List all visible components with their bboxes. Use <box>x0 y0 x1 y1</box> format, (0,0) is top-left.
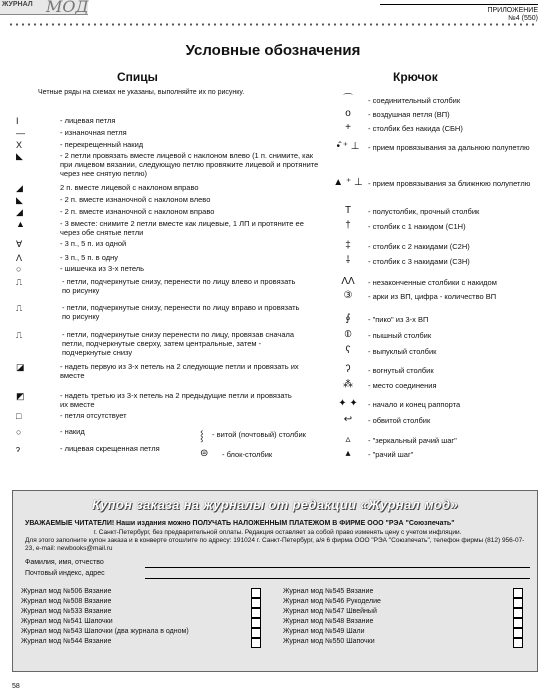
crochet-legend-item: - пышный столбик <box>368 331 432 340</box>
crochet-symbol-icon: T <box>344 205 352 216</box>
order-checkbox[interactable] <box>251 638 261 648</box>
order-item-label: Журнал мод №506 Вязание <box>21 588 112 595</box>
knitting-legend-item: 2 п. вместе лицевой с наклоном вправо <box>60 183 199 192</box>
crochet-symbol-icon: o <box>345 108 351 119</box>
knitting-legend-item: - перекрещенный накид <box>60 140 144 149</box>
crochet-symbol-icon: ✦ ✦ <box>338 398 358 409</box>
crochet-symbol-icon: ‡ <box>345 240 351 251</box>
coupon-city-note: г. Санкт-Петербург, без предварительной оплаты. Редакция оставляет за собой право изменять цену с учетом инфляции. <box>93 529 462 536</box>
knitting-legend-item: - петли, подчеркнутые снизу, перенести по лицу вправо и провязать по рисунку <box>62 303 300 321</box>
crochet-legend-item: - столбик без накида (СБН) <box>368 124 463 133</box>
knitting-symbol-icon: ⎍ <box>16 277 23 287</box>
order-checkbox[interactable] <box>513 608 523 618</box>
order-item-label: Журнал мод №543 Шапочки (два журнала в одном) <box>21 628 189 635</box>
crochet-symbol-icon: † <box>345 220 351 231</box>
knitting-legend-item: - петля отсутствует <box>60 411 127 420</box>
crochet-legend-item: - вогнутый столбик <box>368 366 434 375</box>
crochet-legend-item: - "зеркальный рачий шаг" <box>368 436 457 445</box>
knitting-symbol-icon: ◪ <box>16 362 25 372</box>
knitting-symbol-icon: ◢ <box>16 207 23 217</box>
logo-small-text: ЖУРНАЛ <box>2 1 33 8</box>
page-title: Условные обозначения <box>185 42 361 59</box>
order-checkbox[interactable] <box>251 618 261 628</box>
order-checkbox[interactable] <box>513 638 523 648</box>
knitting-legend-item: - надеть первую из 3-х петель на 2 следующие петли и провязать их вместе <box>60 362 299 380</box>
order-item-label: Журнал мод №541 Шапочки <box>21 618 113 625</box>
magazine-logo <box>0 0 90 14</box>
coupon-address: Для этого заполните купон заказа и в конверте отошлите по адресу: 191024 г. Санкт-Петербург, а/я 6 фирма ООО "РЭА "Союзпечать", телефон фирмы (812) 956-07-23, e-mail: newbooks@mail.ru <box>25 537 525 552</box>
twisted-stitch-label: - витой (почтовый) столбик <box>212 430 306 439</box>
order-item-label: Журнал мод №548 Вязание <box>283 618 374 625</box>
order-item-label: Журнал мод №546 Рукоделие <box>283 598 381 605</box>
name-field[interactable] <box>25 559 530 569</box>
order-checkbox[interactable] <box>251 598 261 608</box>
block-stitch-label: - блок-столбик <box>222 450 273 459</box>
order-item-label: Журнал мод №545 Вязание <box>283 588 374 595</box>
knitting-symbol-icon: ◢ <box>16 183 23 193</box>
coupon-intro <box>25 520 530 528</box>
knitting-symbol-icon: Λ <box>16 253 23 263</box>
order-checkbox[interactable] <box>251 608 261 618</box>
order-item-label: Журнал мод №547 Швейный <box>283 608 377 615</box>
order-checkbox[interactable] <box>251 588 261 598</box>
crochet-heading: Крючок <box>393 70 438 84</box>
knitting-symbol-icon: ○ <box>16 264 22 274</box>
knitting-legend-item: - 3 п., 5 п. в одну <box>60 253 118 262</box>
crochet-symbol-icon: ⸸ <box>345 255 351 266</box>
crochet-symbol-icon: ∮ <box>345 313 351 324</box>
coupon-greeting: УВАЖАЕМЫЕ ЧИТАТЕЛИ! <box>25 520 115 527</box>
crochet-legend-item: - прием провязывания за ближнюю полупетлю <box>368 179 531 188</box>
address-field-label: Почтовый индекс, адрес <box>25 570 105 577</box>
knitting-legend-item: - лицевая петля <box>60 116 116 125</box>
crochet-symbol-icon: •̂ ⁺ ⊥ <box>336 141 360 152</box>
knitting-legend-item: - изнаночная петля <box>60 128 127 137</box>
page-number: 58 <box>12 683 20 690</box>
knitting-symbol-icon: ɂ <box>16 444 21 454</box>
crochet-legend-item: - прием провязывания за дальнюю полупетлю <box>368 143 530 152</box>
order-item-label: Журнал мод №544 Вязание <box>21 638 112 645</box>
order-item-label: Журнал мод №549 Шали <box>283 628 365 635</box>
order-coupon <box>12 490 538 672</box>
knitting-legend-item: - накид <box>60 427 85 436</box>
knitting-note: Четные ряды на схемах не указаны, выполняйте их по рисунку. <box>38 89 245 96</box>
knitting-symbol-icon: ⎍ <box>16 303 23 313</box>
logo-big-text: МОД <box>46 0 89 16</box>
crochet-symbol-icon: ⌒ <box>343 94 353 105</box>
crochet-symbol-icon: ③ <box>343 290 353 301</box>
knitting-symbol-icon: ∀ <box>16 239 23 249</box>
issue-info <box>487 2 538 23</box>
knitting-legend-item: - шишечка из 3-х петель <box>60 264 145 273</box>
crochet-legend-item: - место соединения <box>368 381 437 390</box>
knitting-symbol-icon: ◩ <box>16 391 25 401</box>
issue-number: №4 (550) <box>508 15 538 22</box>
knitting-legend-item: - 3 вместе: снимите 2 петли вместе как лицевые, 1 ЛП и протяните ее через обе снятые петли <box>60 219 304 237</box>
coupon-offer: Наши издания можно ПОЛУЧАТЬ НАЛОЖЕННЫМ ПЛАТЕЖОМ В ФИРМЕ ООО "РЭА "Союзпечать" <box>116 520 455 527</box>
knitting-symbol-icon: ◣ <box>16 151 23 161</box>
knitting-symbol-icon: X <box>16 140 23 150</box>
knitting-legend-item: - петли, подчеркнутые снизу, перенести по лицу влево и провязать по рисунку <box>62 277 296 295</box>
order-checkbox[interactable] <box>513 598 523 608</box>
knitting-legend-item: - 2 п. вместе изнаночной с наклоном вправо <box>60 207 215 216</box>
address-field[interactable] <box>25 570 530 580</box>
knitting-legend-item: - 3 п., 5 п. из одной <box>60 239 127 248</box>
knitting-symbol-icon: ◣ <box>16 195 23 205</box>
crochet-symbol-icon: ⦶ <box>344 329 352 340</box>
order-checkbox[interactable] <box>251 628 261 638</box>
crochet-legend-item: - "рачий шаг" <box>368 450 414 459</box>
knitting-legend-item: - петли, подчеркнутые снизу перенести по лицу, провязав сначала петли, подчеркнутые сверху, затем центральные, затем - подчеркнутые снизу <box>62 330 295 357</box>
order-item-label: Журнал мод №550 Шапочки <box>283 638 375 645</box>
crochet-legend-item: - начало и конец раппорта <box>368 400 461 409</box>
crochet-legend-item: - столбик с 1 накидом (С1Н) <box>368 222 466 231</box>
name-field-label: Фамилия, имя, отчество <box>25 559 104 566</box>
twisted-stitch-icon: ⸾ <box>200 431 204 442</box>
crochet-legend-item: - арки из ВП, цифра - количество ВП <box>368 292 497 301</box>
coupon-title: Купон заказа на журналы от редакции «Журнал мод» <box>92 497 458 512</box>
knitting-symbol-icon: — <box>16 128 25 138</box>
order-checkbox[interactable] <box>513 618 523 628</box>
crochet-legend-item: - выпуклый столбик <box>368 347 437 356</box>
crochet-legend-item: - соединительный столбик <box>368 96 461 105</box>
crochet-legend-item: - обвитой столбик <box>368 416 431 425</box>
crochet-legend-item: - столбик с 2 накидами (С2Н) <box>368 242 470 251</box>
crochet-symbol-icon: ʕ <box>345 345 351 356</box>
order-item-label: Журнал мод №508 Вязание <box>21 598 112 605</box>
order-checkbox[interactable] <box>513 588 523 598</box>
knitting-symbol-icon: ▲ <box>16 219 25 229</box>
crochet-symbol-icon: ΛΛ <box>341 276 355 287</box>
knitting-symbol-icon: I <box>16 116 19 126</box>
crochet-legend-item: - "пико" из 3-х ВП <box>368 315 429 324</box>
block-stitch-icon: ⊜ <box>200 448 209 459</box>
knitting-legend-item: - 2 п. вместе изнаночной с наклоном влево <box>60 195 211 204</box>
knitting-legend-item: - лицевая скрещенная петля <box>60 444 160 453</box>
crochet-symbol-icon: ↩ <box>343 414 353 425</box>
order-checkbox[interactable] <box>513 628 523 638</box>
crochet-symbol-icon: ʔ <box>345 364 351 375</box>
crochet-legend-item: - полустолбик, прочный столбик <box>368 207 480 216</box>
knitting-legend-item: - 2 петли провязать вместе лицевой с наклоном влево (1 п. снимите, как при лицевом вязании, следующую петлю провяжите лицевой и протяните через нее снятую петлю) <box>60 151 319 178</box>
dotted-divider <box>8 23 538 26</box>
crochet-symbol-icon: ⁂ <box>343 379 353 390</box>
knitting-symbol-icon: ⎍ <box>16 330 23 340</box>
crochet-legend-item: - воздушная петля (ВП) <box>368 110 450 119</box>
knitting-symbol-icon: ○ <box>16 427 22 437</box>
crochet-symbol-icon: ▲ ⁺ ⊥ <box>333 177 363 188</box>
crochet-symbol-icon: ▴ <box>345 448 351 459</box>
supplement-label: ПРИЛОЖЕНИЕ <box>487 7 538 14</box>
crochet-legend-item: - столбик с 3 накидами (С3Н) <box>368 257 470 266</box>
order-item-label: Журнал мод №533 Вязание <box>21 608 112 615</box>
knitting-legend-item: - надеть третью из 3-х петель на 2 предыдущие петли и провязать их вместе <box>60 391 292 409</box>
crochet-symbol-icon: ▵ <box>345 434 351 445</box>
crochet-legend-item: - незаконченные столбики с накидом <box>368 278 497 287</box>
knitting-heading: Спицы <box>117 70 158 84</box>
crochet-symbol-icon: + <box>345 122 351 133</box>
knitting-symbol-icon: □ <box>16 411 22 421</box>
